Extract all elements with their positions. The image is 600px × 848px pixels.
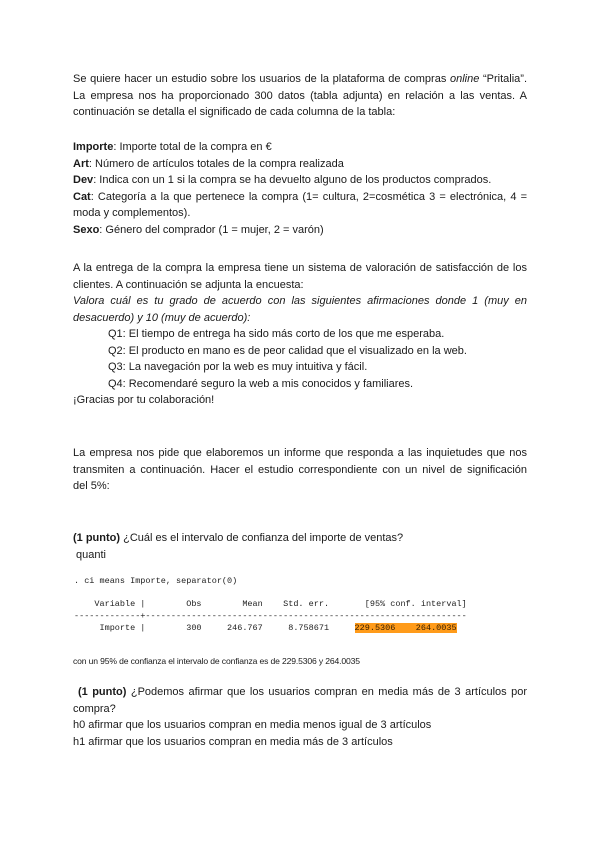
intro-line-2: La empresa nos ha proporcionado 300 datos (tabla adjunta) en relación a las ventas. A [73, 89, 527, 102]
col-sexo [73, 222, 527, 239]
q1-conclusion [73, 653, 360, 670]
question-1 [73, 530, 527, 563]
col-cat-cont: moda y complementos). [73, 207, 191, 219]
task-line-2: transmiten a continuación. Hacer el estudio correspondiente con un nivel de significación [73, 463, 527, 476]
q1-answer-word: quanti [76, 548, 106, 561]
survey-italic-1 [73, 293, 527, 310]
col-name: Importe [73, 141, 114, 153]
col-dev [73, 172, 527, 189]
question-2 [73, 684, 527, 750]
survey-line-2: clientes. A continuación se adjunta la encuesta: [73, 278, 304, 291]
stata-command: . ci means Importe, separator(0) [74, 576, 238, 586]
stata-table [74, 598, 467, 634]
stata-table-row [74, 622, 467, 634]
survey-italic-2 [73, 310, 527, 327]
col-importe [73, 139, 527, 156]
col-desc: : Categoría a la que pertenece la compra (1= cultura, 2=cosmética 3 = electrónica, 4 = [90, 190, 527, 203]
intro-line-1 [73, 71, 527, 88]
survey-question: Q2: El producto en mano es de peor calidad que el visualizado en la web. [108, 344, 467, 357]
survey-question: Q4: Recomendaré seguro la web a mis conocidos y familiares. [108, 377, 414, 390]
ci-low: 229.5306 [354, 623, 396, 633]
survey-question: Q3: La navegación por la web es muy intuitiva y fácil. [108, 361, 368, 373]
intro-line-3: continuación se detalla el significado de cada columna de la tabla: [73, 106, 396, 118]
col-name: Art [73, 157, 89, 170]
col-name: Sexo [73, 223, 100, 236]
q2-h1: h1 afirmar que los usuarios compran en media más de 3 artículos [73, 735, 393, 748]
survey-italic-text: Valora cuál es tu grado de acuerdo con las siguientes afirmaciones donde 1 (muy en [73, 295, 527, 307]
intro-italic: online [449, 73, 480, 85]
q1-points: (1 punto) [73, 532, 121, 544]
task-line-1: La empresa nos pide que elaboremos un informe que responda a las inquietudes que nos [73, 447, 527, 459]
ci-high: 264.0035 [415, 623, 457, 633]
ci-highlight [355, 623, 457, 633]
q2-text: ¿Podemos afirmar que los usuarios compran en media más de 3 artículos por [126, 686, 528, 698]
ci-gap [395, 623, 415, 633]
intro-paragraph [73, 71, 527, 121]
survey-italic-text: desacuerdo) y 10 (muy de acuerdo): [73, 311, 251, 324]
q1-text: ¿Cuál es el intervalo de confianza del importe de ventas? [120, 532, 404, 544]
column-definitions [73, 139, 527, 238]
col-desc: : Importe total de la compra en € [113, 141, 272, 153]
col-name: Dev [73, 174, 94, 186]
stata-table-header: Variable | Obs Mean Std. err. [95% conf. interval] [74, 599, 467, 609]
intro-brand: “Pritalia”. [483, 73, 528, 85]
task-line-3: del 5%: [73, 480, 110, 492]
survey-line-1: A la entrega de la compra la empresa tiene un sistema de valoración de satisfacción de los [73, 262, 527, 274]
q2-points: (1 punto) [78, 686, 127, 698]
col-cat [73, 189, 527, 206]
stata-table-rule: -------------+--------------------------------------------------------------- [74, 611, 467, 621]
q1-conclusion-text: con un 95% de confianza el intervalo de confianza es de 229.5306 y 264.0035 [73, 656, 360, 666]
survey-section [73, 260, 527, 409]
stata-row-values: Importe | 300 246.767 8.758671 [74, 623, 355, 633]
col-desc: : Indica con un 1 si la compra se ha devuelto alguno de los productos comprados. [93, 174, 492, 186]
q2-heading-cont: compra? [73, 702, 116, 715]
survey-thanks: ¡Gracias por tu colaboración! [73, 394, 215, 406]
q2-h0: h0 afirmar que los usuarios compran en media menos igual de 3 artículos [73, 719, 432, 731]
stata-output [74, 575, 237, 587]
col-desc: : Género del comprador (1 = mujer, 2 = varón) [99, 223, 324, 236]
q1-heading [73, 530, 527, 547]
survey-question: Q1: El tiempo de entrega ha sido más corto de los que me esperaba. [108, 328, 445, 340]
intro-text: Se quiere hacer un estudio sobre los usuarios de la plataforma de compras [73, 73, 447, 85]
col-art [73, 156, 527, 173]
task-paragraph [73, 445, 527, 495]
q2-heading [73, 684, 527, 701]
col-desc: : Número de artículos totales de la compra realizada [88, 157, 344, 170]
col-name: Cat [73, 190, 91, 203]
